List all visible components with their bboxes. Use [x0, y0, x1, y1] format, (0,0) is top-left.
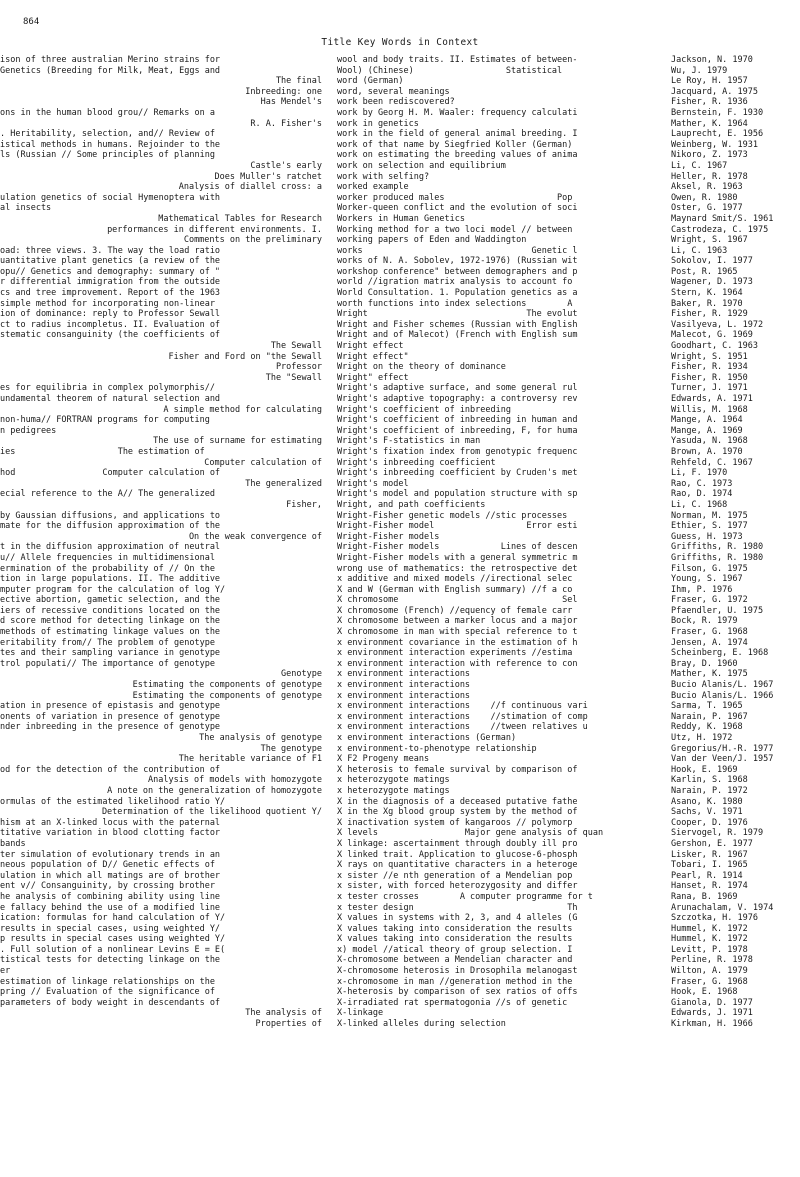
index-citation: Li, C. 1963: [671, 245, 728, 256]
index-keyword-line: work been rediscovered?: [337, 97, 455, 108]
index-context-line: es for equilibria in complex polymorphis//: [0, 383, 215, 394]
index-citation: Goodhart, C. 1963: [671, 341, 758, 352]
index-citation: Jacquard, A. 1975: [671, 86, 758, 97]
index-keyword-line: World Consultation. 1. Population genetics as a: [337, 288, 578, 299]
index-citation: Malecot, G. 1969: [671, 330, 753, 341]
index-keyword-line: x additive and mixed models //irectional selec: [337, 574, 573, 585]
index-citation: Fraser, G. 1968: [671, 627, 748, 638]
index-keyword-line: X values taking into consideration the results: [337, 934, 573, 945]
index-citation: Yasuda, N. 1968: [671, 436, 748, 447]
index-context-line: hod Computer calculation of: [0, 468, 221, 479]
index-citation: Nikoro, Z. 1973: [671, 150, 748, 161]
index-context-line: Fisher,: [286, 499, 322, 510]
index-keyword-line: world //igration matrix analysis to account fo: [337, 277, 573, 288]
index-context-line: methods of estimating linkage values on the: [0, 627, 221, 638]
index-citation: Vasilyeva, L. 1972: [671, 319, 764, 330]
index-context-line: The heritable variance of F1: [178, 754, 322, 765]
index-keyword-line: work in the field of general animal breeding. I: [337, 129, 578, 140]
index-citation: Weinberg, W. 1931: [671, 139, 758, 150]
index-citation: Li, F. 1970: [671, 468, 728, 479]
index-citation: Rao, D. 1974: [671, 489, 733, 500]
index-context-line: Genetics (Breeding for Milk, Meat, Eggs and: [0, 65, 221, 76]
index-citation: Stern, K. 1964: [671, 288, 743, 299]
index-citation: Fisher, R. 1929: [671, 309, 748, 320]
index-keyword-line: Wool) (Chinese) Statistical: [337, 65, 563, 76]
index-context-line: Fisher and Ford on "the Sewall: [168, 351, 322, 362]
keyword-column: [337, 55, 669, 1030]
index-context-line: performances in different environments. I.: [107, 224, 322, 235]
index-keyword-line: x sister, with forced heterozygosity and differ: [337, 881, 578, 892]
index-context-line: ective abortion, gametic selection, and the: [0, 595, 221, 606]
running-title: Title Key Words in Context: [321, 37, 479, 48]
index-citation: Sachs, V. 1971: [671, 807, 743, 818]
index-context-line: Properties of: [255, 1019, 322, 1030]
index-context-line: ies The estimation of: [0, 446, 205, 457]
index-keyword-line: X chromosome between a marker locus and a major: [337, 616, 578, 627]
index-citation: Karlin, S. 1968: [671, 775, 748, 786]
index-keyword-line: x environment covariance in the estimation of h: [337, 637, 578, 648]
index-keyword-line: working papers of Eden and Waddington: [337, 235, 527, 246]
index-citation: Ethier, S. 1977: [671, 521, 748, 532]
index-citation: Rao, C. 1973: [671, 478, 733, 489]
index-keyword-line: Working method for a two loci model // between: [337, 224, 573, 235]
index-context-line: by Gaussian diffusions, and applications to: [0, 510, 221, 521]
index-keyword-line: X inactivation system of kangaroos // polymorp: [337, 817, 573, 828]
index-citation: Pearl, R. 1914: [671, 870, 743, 881]
index-context-line: od for the detection of the contribution of: [0, 764, 221, 775]
index-context-line: tion in large populations. II. The additive: [0, 574, 221, 585]
index-citation: Tobari, I. 1965: [671, 860, 748, 871]
index-citation: Siervogel, R. 1979: [671, 828, 764, 839]
index-citation: Van der Veen/J. 1957: [671, 754, 774, 765]
index-context-line: onents of variation in presence of genotype: [0, 711, 221, 722]
index-keyword-line: Wright The evolut: [337, 309, 578, 320]
index-citation: Cooper, D. 1976: [671, 817, 748, 828]
index-citation: Rana, B. 1969: [671, 891, 738, 902]
index-context-line: r differential immigration from the outside: [0, 277, 221, 288]
index-context-line: Mathematical Tables for Research: [158, 213, 322, 224]
index-context-line: undamental theorem of natural selection and: [0, 394, 221, 404]
index-context-line: simple method for incorporating non-linear: [0, 298, 215, 309]
index-context-line: u// Allele frequencies in multidimensional: [0, 552, 215, 563]
index-keyword-line: X-irradiated rat spermatogonia //s of genetic: [337, 997, 568, 1008]
index-keyword-line: Wright's F-statistics in man: [337, 436, 481, 447]
index-context-line: . Full solution of a nonlinear Levins E = E(: [0, 944, 226, 955]
index-keyword-line: x-chromosome in man //generation method in the: [337, 976, 573, 987]
index-keyword-line: Wright-Fisher models: [337, 531, 440, 542]
index-context-line: ulation in which all matings are of brother: [0, 870, 221, 881]
index-context-line: Genotype: [281, 669, 322, 680]
index-keyword-line: work on estimating the breeding values of anima: [337, 150, 578, 161]
index-keyword-line: Wright-Fisher models Lines of descen: [337, 542, 578, 553]
index-citation: Griffiths, R. 1980: [671, 542, 764, 553]
index-citation: Norman, M. 1975: [671, 510, 748, 521]
index-keyword-line: X linkage: ascertainment through doubly ill pro: [337, 838, 578, 849]
index-citation: Perline, R. 1978: [671, 955, 753, 966]
index-context-line: cs and tree improvement. Report of the 1963: [0, 288, 221, 299]
index-context-line: Estimating the components of genotype: [132, 690, 322, 701]
index-context-line: Estimating the components of genotype: [132, 680, 322, 691]
index-keyword-line: works Genetic l: [337, 245, 578, 256]
index-context-line: ls (Russian // Some principles of planning: [0, 150, 215, 161]
index-context-line: A note on the generalization of homozygote: [107, 785, 322, 796]
index-keyword-line: x heterozygote matings: [337, 775, 450, 786]
index-citation: Szczotka, H. 1976: [671, 913, 758, 924]
index-context-line: results in special cases, using weighted Y/: [0, 923, 221, 934]
index-citation: Hanset, R. 1974: [671, 881, 748, 892]
index-keyword-line: X-chromosome between a Mendelian character and: [337, 955, 573, 966]
index-context-line: opu// Genetics and demography: summary of ": [0, 266, 221, 277]
index-context-line: uantitative plant genetics (a review of the: [0, 256, 221, 267]
index-context-line: On the weak convergence of: [188, 531, 322, 542]
index-citation: Hummel, K. 1972: [671, 934, 748, 945]
index-keyword-line: x environment interactions //stimation of comp: [337, 711, 588, 722]
index-citation: Sarma, T. 1965: [671, 701, 743, 712]
citation-column: [671, 55, 800, 1030]
index-keyword-line: X in the Xg blood group system by the method of: [337, 807, 578, 818]
index-context-line: The analysis of genotype: [199, 733, 322, 743]
index-citation: Utz, H. 1972: [671, 733, 733, 743]
index-keyword-line: x environment interactions //f continuous vari: [337, 701, 588, 712]
index-keyword-line: x environment interactions: [337, 690, 471, 701]
index-citation: Castrodeza, C. 1975: [671, 224, 769, 235]
index-keyword-line: wrong use of mathematics: the retrospective det: [337, 563, 578, 574]
index-context-line: Computer calculation of: [204, 457, 322, 468]
index-keyword-line: X values taking into consideration the results: [337, 923, 573, 934]
index-keyword-line: worker produced males Pop: [337, 192, 573, 203]
index-context-line: stematic consanguinity (the coefficients of: [0, 330, 221, 341]
index-context-line: he analysis of combining ability using line: [0, 891, 221, 902]
index-keyword-line: X linked trait. Application to glucose-6-phosph: [337, 849, 578, 860]
index-citation: Guess, H. 1973: [671, 531, 743, 542]
index-context-line: tes and their sampling variance in genotype: [0, 648, 221, 659]
index-keyword-line: Wright's coefficient of inbreeding in human and: [337, 415, 578, 426]
index-context-line: Analysis of diallel cross: a: [178, 182, 322, 193]
index-keyword-line: work with selfing?: [337, 171, 430, 182]
index-context-line: ormulas of the estimated likelihood ratio Y/: [0, 796, 226, 807]
index-citation: Wright, S. 1967: [671, 235, 748, 246]
index-citation: Gershon, E. 1977: [671, 838, 753, 849]
index-citation: Aksel, R. 1963: [671, 182, 743, 193]
index-keyword-line: Wright-Fisher genetic models //stic processes: [337, 510, 568, 521]
index-keyword-line: X values in systems with 2, 3, and 4 alleles (G: [337, 913, 578, 924]
index-keyword-line: x sister //e nth generation of a Mendelian pop: [337, 870, 573, 881]
index-citation: Bray, D. 1960: [671, 658, 738, 669]
index-context-line: mate for the diffusion approximation of the: [0, 521, 221, 532]
index-keyword-line: work by Georg H. M. Waaler: frequency calculati: [337, 107, 578, 118]
index-context-line: mputer program for the calculation of log Y/: [0, 584, 226, 595]
index-context-line: Professor: [275, 362, 322, 373]
index-context-line: parameters of body weight in descendants of: [0, 997, 221, 1008]
index-keyword-line: Wright-Fisher models with a general symmetric m: [337, 552, 578, 563]
index-keyword-line: x environment interactions: [337, 669, 471, 680]
index-context-line: Determination of the likelihood quotient Y/: [101, 807, 322, 818]
index-citation: Mange, A. 1969: [671, 425, 743, 436]
index-context-line: iers of recessive conditions located on the: [0, 605, 221, 616]
index-context-line: The genotype: [260, 743, 322, 754]
index-citation: Lauprecht, E. 1956: [671, 129, 764, 140]
index-keyword-line: Wright and Fisher schemes (Russian with English: [337, 319, 578, 330]
page-number: 864: [23, 17, 40, 27]
index-keyword-line: word, several meanings: [337, 86, 450, 97]
index-citation: Narain, P. 1972: [671, 785, 748, 796]
index-citation: Li, C. 1968: [671, 499, 728, 510]
index-keyword-line: x environment interactions (German): [337, 733, 517, 743]
index-keyword-line: x tester design Th: [337, 902, 578, 913]
index-context-line: t in the diffusion approximation of neutral: [0, 542, 221, 553]
index-context-line: ermination of the probability of // On the: [0, 563, 215, 574]
index-context-line: er: [0, 966, 11, 977]
index-keyword-line: Wright's inbreeding coefficient by Cruden's met: [337, 468, 578, 479]
index-keyword-line: X heterosis to female survival by comparison of: [337, 764, 578, 775]
index-context-line: n pedigrees: [0, 425, 57, 436]
index-citation: Scheinberg, E. 1968: [671, 648, 769, 659]
index-citation: Lisker, R. 1967: [671, 849, 748, 860]
index-context-line: The Sewall: [270, 341, 322, 352]
index-citation: Mather, K. 1975: [671, 669, 748, 680]
index-citation: Mather, K. 1964: [671, 118, 748, 129]
index-keyword-line: worked example: [337, 182, 409, 193]
index-context-line: R. A. Fisher's: [250, 118, 322, 129]
index-keyword-line: work on selection and equilibrium: [337, 160, 506, 171]
index-context-line: ct to radius incompletus. II. Evaluation of: [0, 319, 221, 330]
index-context-line: titative variation in blood clotting factor: [0, 828, 221, 839]
index-keyword-line: X-chromosome heterosis in Drosophila melanogast: [337, 966, 578, 977]
index-citation: Turner, J. 1971: [671, 383, 748, 394]
index-context-line: ication: formulas for hand calculation of Y/: [0, 913, 226, 924]
index-context-line: d score method for detecting linkage on the: [0, 616, 221, 627]
index-citation: Bock, R. 1979: [671, 616, 738, 627]
index-context-line: nder inbreeding in the presence of genotype: [0, 722, 221, 733]
index-keyword-line: work in genetics: [337, 118, 419, 129]
index-keyword-line: Wright's model: [337, 478, 409, 489]
index-context-line: Has Mendel's: [260, 97, 322, 108]
index-citation: Griffiths, R. 1980: [671, 552, 764, 563]
index-keyword-line: wool and body traits. II. Estimates of between-: [337, 55, 578, 65]
index-context-line: ion of dominance: reply to Professor Sewall: [0, 309, 221, 320]
index-citation: Ihm, P. 1976: [671, 584, 733, 595]
index-context-line: al insects: [0, 203, 52, 214]
index-citation: Wu, J. 1979: [671, 65, 728, 76]
index-citation: Arunachalam, V. 1974: [671, 902, 774, 913]
index-context-line: ison of three australian Merino strains for: [0, 55, 221, 65]
index-keyword-line: Wright" effect: [337, 372, 409, 383]
index-citation: Fraser, G. 1972: [671, 595, 748, 606]
index-context-line: tistical tests for detecting linkage on the: [0, 955, 221, 966]
index-keyword-line: x heterozygote matings: [337, 785, 450, 796]
index-citation: Post, R. 1965: [671, 266, 738, 277]
index-keyword-line: Wright's model and population structure with sp: [337, 489, 578, 500]
index-citation: Bucio Alanis/L. 1966: [671, 690, 774, 701]
index-citation: Young, S. 1967: [671, 574, 743, 585]
index-context-line: The generalized: [245, 478, 322, 489]
index-citation: Jackson, N. 1970: [671, 55, 753, 65]
index-keyword-line: Wright-Fisher model Error esti: [337, 521, 578, 532]
index-citation: Narain, P. 1967: [671, 711, 748, 722]
index-keyword-line: X chromosome Sel: [337, 595, 578, 606]
index-keyword-line: Worker-queen conflict and the evolution of soci: [337, 203, 578, 214]
index-context-line: hism at an X-linked locus with the paternal: [0, 817, 221, 828]
index-context-line: Inbreeding: one: [245, 86, 322, 97]
index-citation: Asano, K. 1980: [671, 796, 743, 807]
index-citation: Filson, G. 1975: [671, 563, 748, 574]
index-keyword-line: x environment interactions: [337, 680, 471, 691]
index-keyword-line: Wright's adaptive surface, and some general rul: [337, 383, 578, 394]
index-context-line: The use of surname for estimating: [153, 436, 322, 447]
index-context-line: Analysis of models with homozygote: [148, 775, 322, 786]
index-keyword-line: Workers in Human Genetics: [337, 213, 465, 224]
index-context-line: The final: [275, 76, 322, 87]
index-keyword-line: X in the diagnosis of a deceased putative fathe: [337, 796, 578, 807]
index-citation: Le Roy, H. 1957: [671, 76, 748, 87]
index-citation: Jensen, A. 1974: [671, 637, 748, 648]
index-citation: Gianola, D. 1977: [671, 997, 753, 1008]
index-citation: Willis, M. 1968: [671, 404, 748, 415]
index-context-line: p results in special cases using weighted Y/: [0, 934, 226, 945]
index-citation: Brown, A. 1970: [671, 446, 743, 457]
index-context-line: non-huma// FORTRAN programs for computing: [0, 415, 210, 426]
index-citation: Wright, S. 1951: [671, 351, 748, 362]
index-keyword-line: Wright's inbreeding coefficient: [337, 457, 496, 468]
index-citation: Hummel, K. 1972: [671, 923, 748, 934]
index-context-line: Comments on the preliminary: [183, 235, 322, 246]
index-keyword-line: X and W (German with English summary) //f a co: [337, 584, 573, 595]
index-citation: Reddy, K. 1968: [671, 722, 743, 733]
index-citation: Pfaendler, U. 1975: [671, 605, 764, 616]
index-keyword-line: Wright's fixation index from genotypic frequenc: [337, 446, 578, 457]
index-citation: Heller, R. 1978: [671, 171, 748, 182]
index-citation: Rehfeld, C. 1967: [671, 457, 753, 468]
index-context-line: A simple method for calculating: [163, 404, 322, 415]
index-citation: Sokolov, I. 1977: [671, 256, 753, 267]
index-keyword-line: Wright's adaptive topography: a controversy rev: [337, 394, 578, 404]
index-context-line: pring // Evaluation of the significance of: [0, 987, 215, 998]
index-citation: Oster, G. 1977: [671, 203, 743, 214]
index-citation: Maynard Smit/S. 1961: [671, 213, 774, 224]
index-keyword-line: x) model //atical theory of group selection. I: [337, 944, 573, 955]
index-citation: Bernstein, F. 1930: [671, 107, 764, 118]
index-context-line: bands: [0, 838, 26, 849]
index-keyword-line: works of N. A. Sobolev, 1972-1976) (Russian wit: [337, 256, 578, 267]
index-citation: Bucio Alanis/L. 1967: [671, 680, 774, 691]
index-keyword-line: Wright's coefficient of inbreeding: [337, 404, 511, 415]
index-context-line: neous population of D// Genetic effects of: [0, 860, 215, 871]
index-keyword-line: X-linkage: [337, 1008, 384, 1019]
index-citation: Wagener, D. 1973: [671, 277, 753, 288]
index-keyword-line: x environment interaction with reference to con: [337, 658, 578, 669]
index-keyword-line: Wright effect": [337, 351, 409, 362]
index-context-line: e fallacy behind the use of a modified line: [0, 902, 221, 913]
index-citation: Kirkman, H. 1966: [671, 1019, 753, 1030]
index-citation: Hook, E. 1969: [671, 764, 738, 775]
index-keyword-line: Wright and of Malecot) (French with English sum: [337, 330, 578, 341]
index-keyword-line: X levels Major gene analysis of quan: [337, 828, 604, 839]
index-citation: Owen, R. 1980: [671, 192, 738, 203]
index-citation: Wilton, A. 1979: [671, 966, 748, 977]
index-citation: Fisher, R. 1934: [671, 362, 748, 373]
index-keyword-line: worth functions into index selections A: [337, 298, 573, 309]
index-context-line: Castle's early: [250, 160, 322, 171]
index-context-line: ent v// Consanguinity, by crossing brother: [0, 881, 215, 892]
index-keyword-line: X-linked alleles during selection: [337, 1019, 506, 1030]
index-context-line: . Heritability, selection, and// Review of: [0, 129, 215, 140]
index-context-line: ons in the human blood grou// Remarks on a: [0, 107, 215, 118]
index-citation: Levitt, P. 1978: [671, 944, 748, 955]
index-citation: Edwards, J. 1971: [671, 1008, 753, 1019]
index-keyword-line: x environment interactions //tween relatives u: [337, 722, 588, 733]
index-keyword-line: X chromosome (French) //equency of female carr: [337, 605, 573, 616]
index-keyword-line: workshop conference" between demographers and p: [337, 266, 578, 277]
index-keyword-line: X-heterosis by comparison of sex ratios of offs: [337, 987, 578, 998]
index-citation: Mange, A. 1964: [671, 415, 743, 426]
index-context-line: The "Sewall: [265, 372, 322, 383]
index-context-line: ulation genetics of social Hymenoptera with: [0, 192, 221, 203]
index-context-line: estimation of linkage relationships on the: [0, 976, 215, 987]
index-keyword-line: x tester crosses A computer programme for t: [337, 891, 593, 902]
index-keyword-line: x environment interaction experiments //estima: [337, 648, 573, 659]
index-keyword-line: X chromosome in man with special reference to t: [337, 627, 578, 638]
index-keyword-line: Wright on the theory of dominance: [337, 362, 506, 373]
index-keyword-line: Wright, and path coefficients: [337, 499, 486, 510]
index-keyword-line: Wright effect: [337, 341, 404, 352]
index-keyword-line: X F2 Progeny means: [337, 754, 430, 765]
index-citation: Baker, R. 1970: [671, 298, 743, 309]
index-keyword-line: x environment-to-phenotype relationship: [337, 743, 537, 754]
index-context-line: ation in presence of epistasis and genotype: [0, 701, 221, 712]
index-keyword-line: X rays on quantitative characters in a heteroge: [337, 860, 578, 871]
index-citation: Fraser, G. 1968: [671, 976, 748, 987]
index-context-line: ter simulation of evolutionary trends in an: [0, 849, 221, 860]
index-context-line: eritability from// The problem of genotype: [0, 637, 215, 648]
left-context-column: [0, 55, 330, 1030]
index-context-line: The analysis of: [245, 1008, 322, 1019]
index-context-line: ecial reference to the A// The generalized: [0, 489, 215, 500]
index-citation: Fisher, R. 1936: [671, 97, 748, 108]
index-keyword-line: work of that name by Siegfried Koller (German): [337, 139, 573, 150]
index-context-line: istical methods in humans. Rejoinder to the: [0, 139, 221, 150]
index-context-line: trol populati// The importance of genotype: [0, 658, 215, 669]
index-context-line: oad: three views. 3. The way the load ratio: [0, 245, 221, 256]
index-keyword-line: word (German): [337, 76, 404, 87]
index-citation: Fisher, R. 1950: [671, 372, 748, 383]
index-citation: Gregorius/H.-R. 1977: [671, 743, 774, 754]
index-keyword-line: Wright's coefficient of inbreeding, F, for huma: [337, 425, 578, 436]
index-context-line: Does Muller's ratchet: [214, 171, 322, 182]
index-citation: Li, C. 1967: [671, 160, 728, 171]
index-citation: Hook, E. 1968: [671, 987, 738, 998]
index-citation: Edwards, A. 1971: [671, 394, 753, 404]
